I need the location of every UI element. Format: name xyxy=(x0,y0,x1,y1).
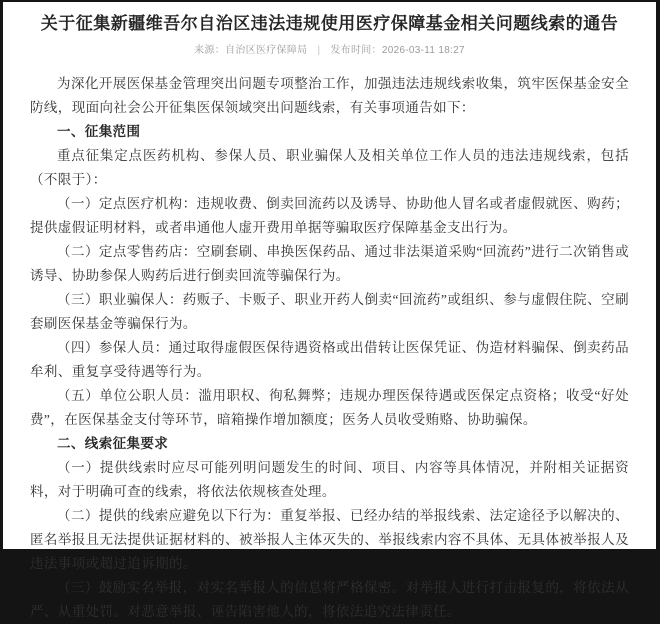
paragraph-scope-item-1: （一）定点医疗机构：违规收费、倒卖回流药以及诱导、协助他人冒名或者虚假就医、购药；提供虚假证明材料，或者串通他人虚开费用单据等骗取医疗保障基金支出行为。 xyxy=(30,196,629,235)
article-meta xyxy=(3,41,656,56)
paragraph-scope-item-4: （四）参保人员：通过取得虚假医保待遇资格或出借转让医保凭证、伪造材料骗保、倒卖药品牟利、重复享受待遇等行为。 xyxy=(30,340,629,379)
source-value: 自治区医疗保障局 xyxy=(225,45,308,56)
paragraph-scope-item-3: （三）职业骗保人：药贩子、卡贩子、职业开药人倒卖“回流药”或组织、参与虚假住院、空刷套刷医保基金等骗保行为。 xyxy=(30,292,629,331)
page-title: 关于征集新疆维吾尔自治区违法违规使用医疗保障基金相关问题线索的通告 xyxy=(40,14,619,33)
paragraph-req-item-3: （三）鼓励实名举报，对实名举报人的信息将严格保密。对举报人进行打击报复的，将依法从严、从重处罚。对恶意举报、诬告陷害他人的，将依法追究法律责任。 xyxy=(30,580,629,619)
section-heading-2: 二、线索征集要求 xyxy=(57,436,169,451)
meta-separator: | xyxy=(317,45,321,56)
article-page xyxy=(3,2,656,619)
paragraph-scope-item-2: （二）定点零售药店：空刷套刷、串换医保药品、通过非法渠道采购“回流药”进行二次销售或诱导、协助参保人购药后进行倒卖回流等骗保行为。 xyxy=(30,244,629,283)
section-heading-1: 一、征集范围 xyxy=(57,124,141,139)
source-label: 来源： xyxy=(194,45,226,56)
paragraph-scope-item-5: （五）单位公职人员：滥用职权、徇私舞弊；违规办理医保待遇或医保定点资格；收受“好处费”，在医保基金支付等环节，暗箱操作增加额度；医务人员收受贿赂、协助骗保。 xyxy=(30,388,629,427)
article-header xyxy=(3,2,656,56)
paragraph-req-item-2: （二）提供的线索应避免以下行为：重复举报、已经办结的举报线索、法定途径予以解决的、匿名举报且无法提供证据材料的、被举报人主体灭失的、举报线索内容不具体、无具体被举报人及违法事项或超过追诉期的。 xyxy=(30,508,629,571)
publish-time-label: 发布时间： xyxy=(330,45,382,56)
paragraph-intro: 为深化开展医保基金管理突出问题专项整治工作，加强违法违规线索收集，筑牢医保基金安全防线，现面向社会公开征集医保领域突出问题线索，有关事项通告如下： xyxy=(30,76,629,115)
paragraph-req-item-1: （一）提供线索时应尽可能列明问题发生的时间、项目、内容等具体情况，并附相关证据资料，对于明确可查的线索，将依法依规核查处理。 xyxy=(30,460,629,499)
article-body xyxy=(3,72,656,624)
publish-time-value: 2026-03-11 18:27 xyxy=(381,45,465,56)
paragraph-scope-intro: 重点征集定点医药机构、参保人员、职业骗保人及相关单位工作人员的违法违规线索，包括（不限于）： xyxy=(30,148,629,187)
